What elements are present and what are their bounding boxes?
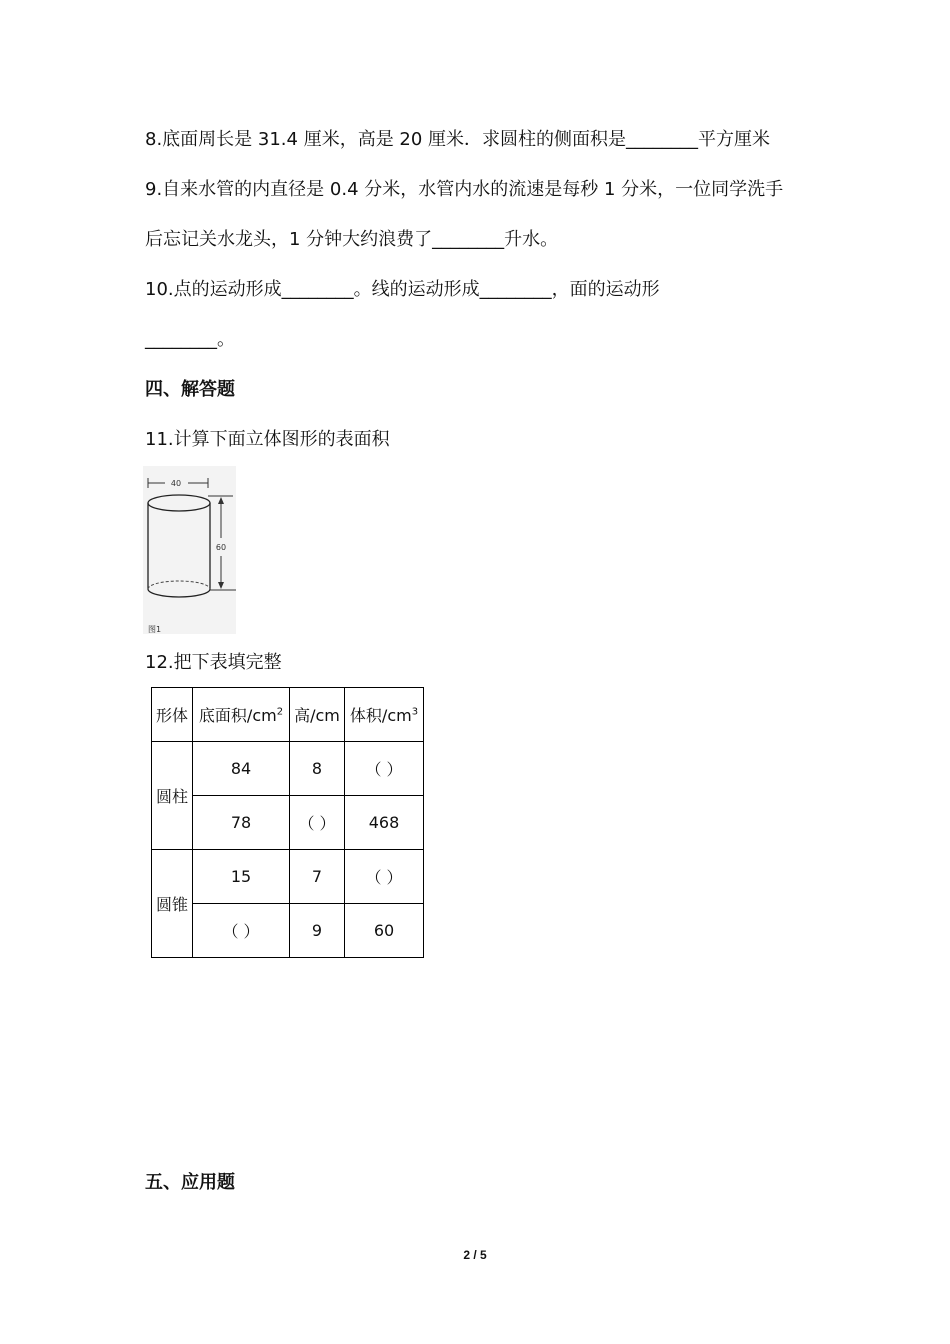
cylinder-top: [148, 495, 210, 511]
cylinder-figure: [143, 466, 236, 634]
table-cell: 60: [345, 904, 424, 958]
question-10-line-1: 10.点的运动形成________。线的运动形成________，面的运动形: [145, 279, 660, 300]
table-row: [152, 796, 424, 850]
arrow-down: [218, 582, 224, 589]
question-12: 12.把下表填完整: [145, 652, 282, 673]
table-row: [152, 850, 424, 904]
table-header-row: [152, 688, 424, 742]
header-base-area: 底面积$/cm^2$: [193, 688, 290, 742]
table-row: [152, 742, 424, 796]
table-cell: 15: [193, 850, 290, 904]
height-label: 60: [215, 543, 227, 552]
cylinder-bottom-front: [148, 589, 210, 597]
table-cell: （ ）: [345, 742, 424, 796]
table-row: [152, 904, 424, 958]
table-cell: （ ）: [193, 904, 290, 958]
question-10-line-2: ________。: [145, 329, 235, 350]
table-cell: 468: [345, 796, 424, 850]
question-9-line-2: 后忘记关水龙头，1 分钟大约浪费了________升水。: [145, 229, 559, 250]
table-cell: 9: [290, 904, 345, 958]
table-cell: 78: [193, 796, 290, 850]
question-8: 8.底面周长是 31.4 厘米，高是 20 厘米．求圆柱的侧面积是________平方厘米: [145, 129, 771, 150]
question-9-line-1: 9.自来水管的内直径是 0.4 分米，水管内水的流速是每秒 1 分米，一位同学洗手: [145, 179, 784, 200]
width-label: 40: [170, 479, 182, 488]
shape-cylinder: 圆柱: [152, 742, 193, 850]
figure-caption: 图1: [148, 625, 162, 634]
header-shape: 形体: [152, 688, 193, 742]
shape-cone: 圆锥: [152, 850, 193, 958]
arrow-up: [218, 497, 224, 504]
header-height: 高/cm: [290, 688, 345, 742]
section-5-heading: 五、应用题: [145, 1172, 235, 1193]
question-11: 11.计算下面立体图形的表面积: [145, 429, 390, 450]
table-cell: 7: [290, 850, 345, 904]
header-volume: 体积$/cm^3$: [345, 688, 424, 742]
fill-in-table: [151, 687, 424, 958]
cylinder-bottom-back: [148, 581, 210, 589]
table-cell: 84: [193, 742, 290, 796]
table-cell: （ ）: [345, 850, 424, 904]
table-cell: 8: [290, 742, 345, 796]
table-cell: （ ）: [290, 796, 345, 850]
page-number: 2 / 5: [463, 1248, 487, 1262]
section-4-heading: 四、解答题: [145, 379, 235, 400]
